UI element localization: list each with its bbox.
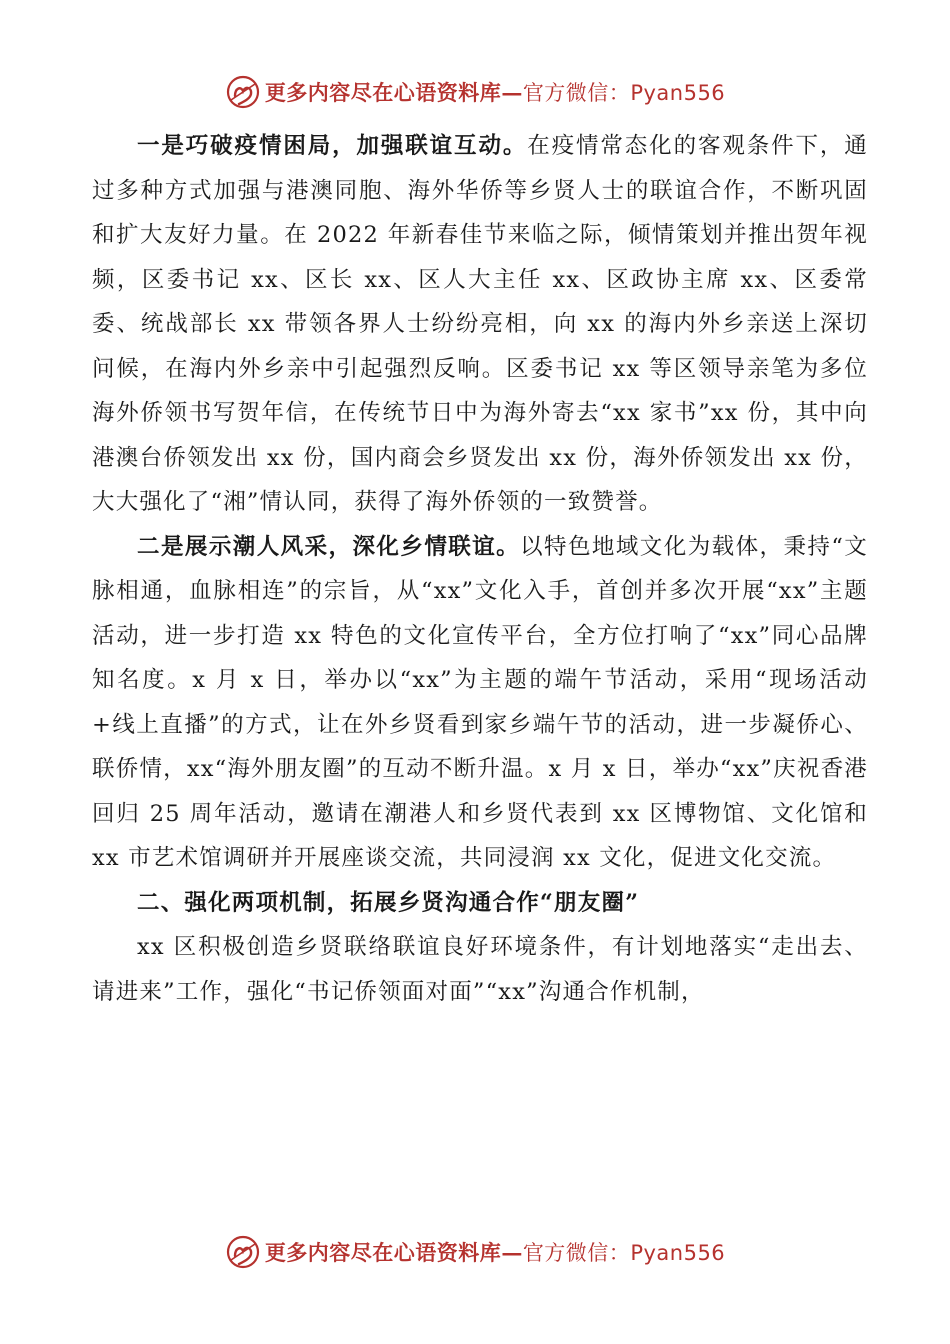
banner-dash: — xyxy=(501,80,523,105)
banner-text xyxy=(265,77,725,107)
paragraph-1 xyxy=(92,124,868,525)
banner-wechat-id: Pyan556 xyxy=(630,1241,726,1265)
banner-main-text: 更多内容尽在心语资料库 xyxy=(264,1240,502,1265)
footer-banner xyxy=(0,1232,950,1272)
banner-wechat-label: 官方微信： xyxy=(522,1241,631,1265)
document-body xyxy=(92,124,868,1014)
header-banner xyxy=(0,72,950,112)
paragraph-3: xx 区积极创造乡贤联络联谊良好环境条件，有计划地落实“走出去、请进来”工作，强化“书记侨领面对面”“xx”沟通合作机制， xyxy=(92,934,868,1005)
banner-dash: — xyxy=(501,1240,523,1265)
section-heading: 二、强化两项机制，拓展乡贤沟通合作“朋友圈” xyxy=(137,889,640,916)
banner-text xyxy=(265,1237,725,1267)
heart-signature-logo-icon xyxy=(225,1234,261,1270)
paragraph-1-body: 在疫情常态化的客观条件下，通过多种方式加强与港澳同胞、海外华侨等乡贤人士的联谊合作，不断巩固和扩大友好力量。在 2022 年新春佳节来临之际，倾情策划并推出贺年视频，区委书记 xx、区长 xx、区人大主任 xx、区政协主席 xx、区委常委、统战部长 xx 带领各界人士纷纷亮相，向 xx 的海内外乡亲送上深切问候，在海内外乡亲中引起强烈反响。区委书记 xx 等区领导亲笔为多位海外侨领书写贺年信，在传统节日中为海外寄去“xx 家书”xx 份，其中向港澳台侨领发出 xx 份，国内商会乡贤发出 xx 份，海外侨领发出 xx 份，大大强化了“湘”情认同，获得了海外侨领的一致赞誉。 xyxy=(92,133,868,515)
banner-wechat-label: 官方微信： xyxy=(522,81,631,105)
paragraph-1-lead: 一是巧破疫情困局，加强联谊互动。 xyxy=(137,133,528,159)
paragraph-2 xyxy=(92,525,868,881)
paragraph-2-body: 以特色地域文化为载体，秉持“文脉相通，血脉相连”的宗旨，从“xx”文化入手，首创并多次开展“xx”主题活动，进一步打造 xx 特色的文化宣传平台，全方位打响了“xx”同心品牌知名度。x 月 x 日，举办以“xx”为主题的端午节活动，采用“现场活动+线上直播”的方式，让在外乡贤看到家乡端午节的活动，进一步凝侨心、联侨情，xx“海外朋友圈”的互动不断升温。x 月 x 日，举办“xx”庆祝香港回归 25 周年活动，邀请在潮港人和乡贤代表到 xx 区博物馆、文化馆和 xx 市艺术馆调研并开展座谈交流，共同浸润 xx 文化，促进文化交流。 xyxy=(92,533,868,871)
heart-signature-logo-icon xyxy=(225,74,261,110)
paragraph-2-lead: 二是展示潮人风采，深化乡情联谊。 xyxy=(137,533,521,560)
banner-main-text: 更多内容尽在心语资料库 xyxy=(264,80,502,105)
banner-wechat-id: Pyan556 xyxy=(630,81,726,105)
